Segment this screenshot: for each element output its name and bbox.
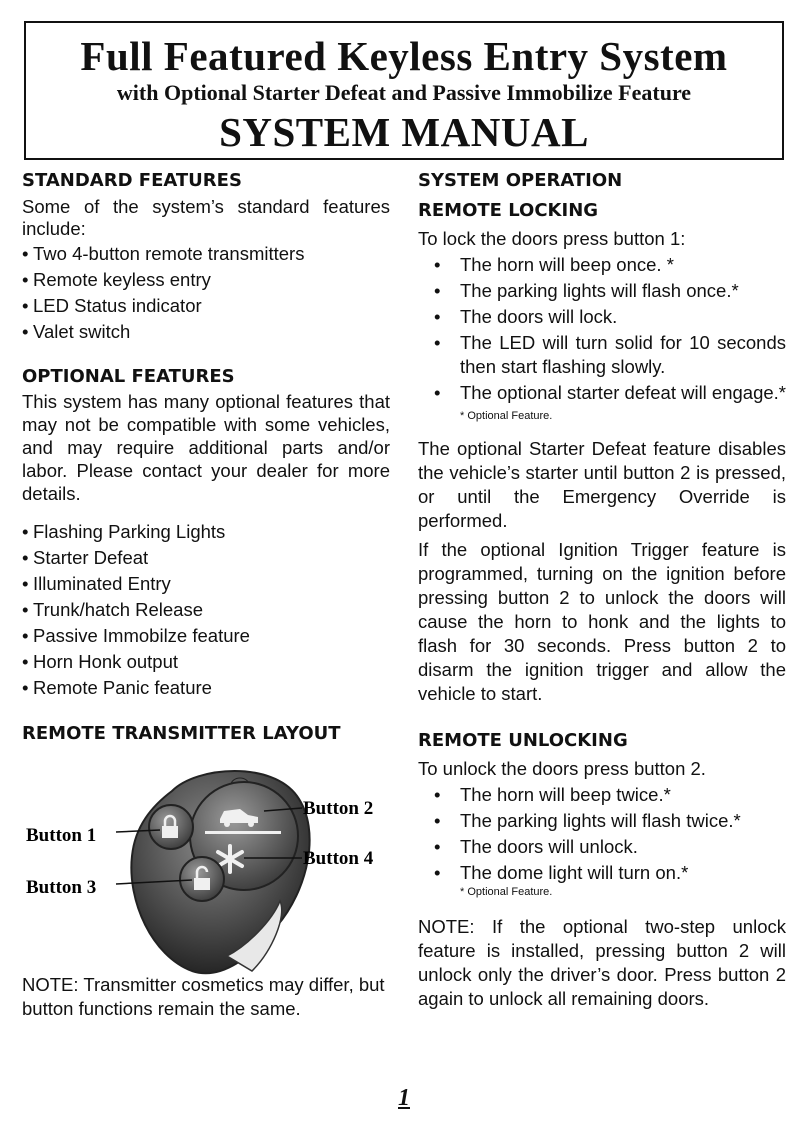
button-divider — [205, 831, 281, 834]
optional-features-text: This system has many optional features that may not be compatible with some vehicles, and may require additional parts and/or labor. Please contact your dealer for more details. — [22, 391, 390, 504]
unlocking-list — [418, 783, 786, 885]
list-item: • Trunk/hatch Release — [22, 597, 390, 623]
list-item: • The parking lights will flash twice.* — [460, 809, 786, 833]
list-item: • The dome light will turn on.* — [460, 861, 786, 885]
list-item: • The optional starter defeat will engage.* — [460, 381, 786, 405]
list-item: • Remote Panic feature — [22, 675, 390, 701]
page-number-text: 1 — [398, 1085, 410, 1111]
unlocking-footnote: * Optional Feature. — [460, 886, 553, 898]
transmitter-figure — [22, 751, 390, 976]
page-header — [24, 21, 784, 160]
starter-defeat-paragraph: The optional Starter Defeat feature disables the vehicle’s starter until button 2 is pressed, or until the Emergency Override is performed. — [418, 438, 786, 531]
list-item: • Horn Honk output — [22, 649, 390, 675]
locking-intro: To lock the doors press button 1: — [418, 228, 686, 249]
transmitter-illustration — [22, 751, 390, 976]
left-column — [22, 168, 390, 1021]
right-column — [418, 168, 786, 1011]
button-1-label: Button 1 — [26, 825, 97, 846]
list-item: • Two 4-button remote transmitters — [22, 241, 390, 267]
locking-list — [418, 253, 786, 405]
list-item: • The doors will lock. — [460, 305, 786, 329]
remote-unlocking-heading: REMOTE UNLOCKING — [418, 730, 628, 751]
standard-features-intro: Some of the system’s standard features include: — [22, 196, 390, 239]
list-item: • Passive Immobilze feature — [22, 623, 390, 649]
locking-footnote: * Optional Feature. — [460, 410, 553, 422]
list-item: • Remote keyless entry — [22, 267, 390, 293]
optional-features-heading: OPTIONAL FEATURES — [22, 366, 235, 387]
button-3-label: Button 3 — [26, 877, 97, 898]
transmitter-note: NOTE: Transmitter cosmetics may differ, but button functions remain the same. — [22, 974, 385, 1019]
page-number — [0, 1085, 808, 1112]
list-item: • The LED will turn solid for 10 seconds then start flashing slowly. — [460, 331, 786, 379]
document-title: Full Featured Keyless Entry System — [80, 33, 728, 79]
list-item: • Flashing Parking Lights — [22, 519, 390, 545]
button-4-label: Button 4 — [303, 848, 374, 869]
document-subtitle: with Optional Starter Defeat and Passive Immobilize Feature — [116, 80, 692, 105]
list-item: • The doors will unlock. — [460, 835, 786, 859]
transmitter-layout-heading: REMOTE TRANSMITTER LAYOUT — [22, 723, 341, 744]
standard-features-list — [22, 241, 390, 345]
list-item: • The horn will beep twice.* — [460, 783, 786, 807]
list-item: • Valet switch — [22, 319, 390, 345]
list-item: • LED Status indicator — [22, 293, 390, 319]
list-item: • The parking lights will flash once.* — [460, 279, 786, 303]
list-item: • Starter Defeat — [22, 545, 390, 571]
system-operation-heading: SYSTEM OPERATION — [418, 170, 623, 191]
unlocking-intro: To unlock the doors press button 2. — [418, 758, 706, 779]
manual-title: SYSTEM MANUAL — [219, 109, 589, 155]
remote-locking-heading: REMOTE LOCKING — [418, 200, 599, 221]
button-2-label: Button 2 — [303, 798, 374, 819]
list-item: • The horn will beep once. * — [460, 253, 786, 277]
two-step-unlock-note: NOTE: If the optional two-step unlock feature is installed, pressing button 2 will unlock only the driver’s door. Press button 2 again to unlock all remaining doors. — [418, 916, 786, 1009]
list-item: • Illuminated Entry — [22, 571, 390, 597]
standard-features-heading: STANDARD FEATURES — [22, 170, 242, 191]
optional-features-list — [22, 519, 390, 701]
ignition-trigger-paragraph: If the optional Ignition Trigger feature is programmed, turning on the ignition before pressing button 2 to unlock the doors will cause the horn to honk and the lights to flash for 30 seconds. Press button 2 to disarm the ignition trigger and allow the vehicle to start. — [418, 539, 786, 704]
